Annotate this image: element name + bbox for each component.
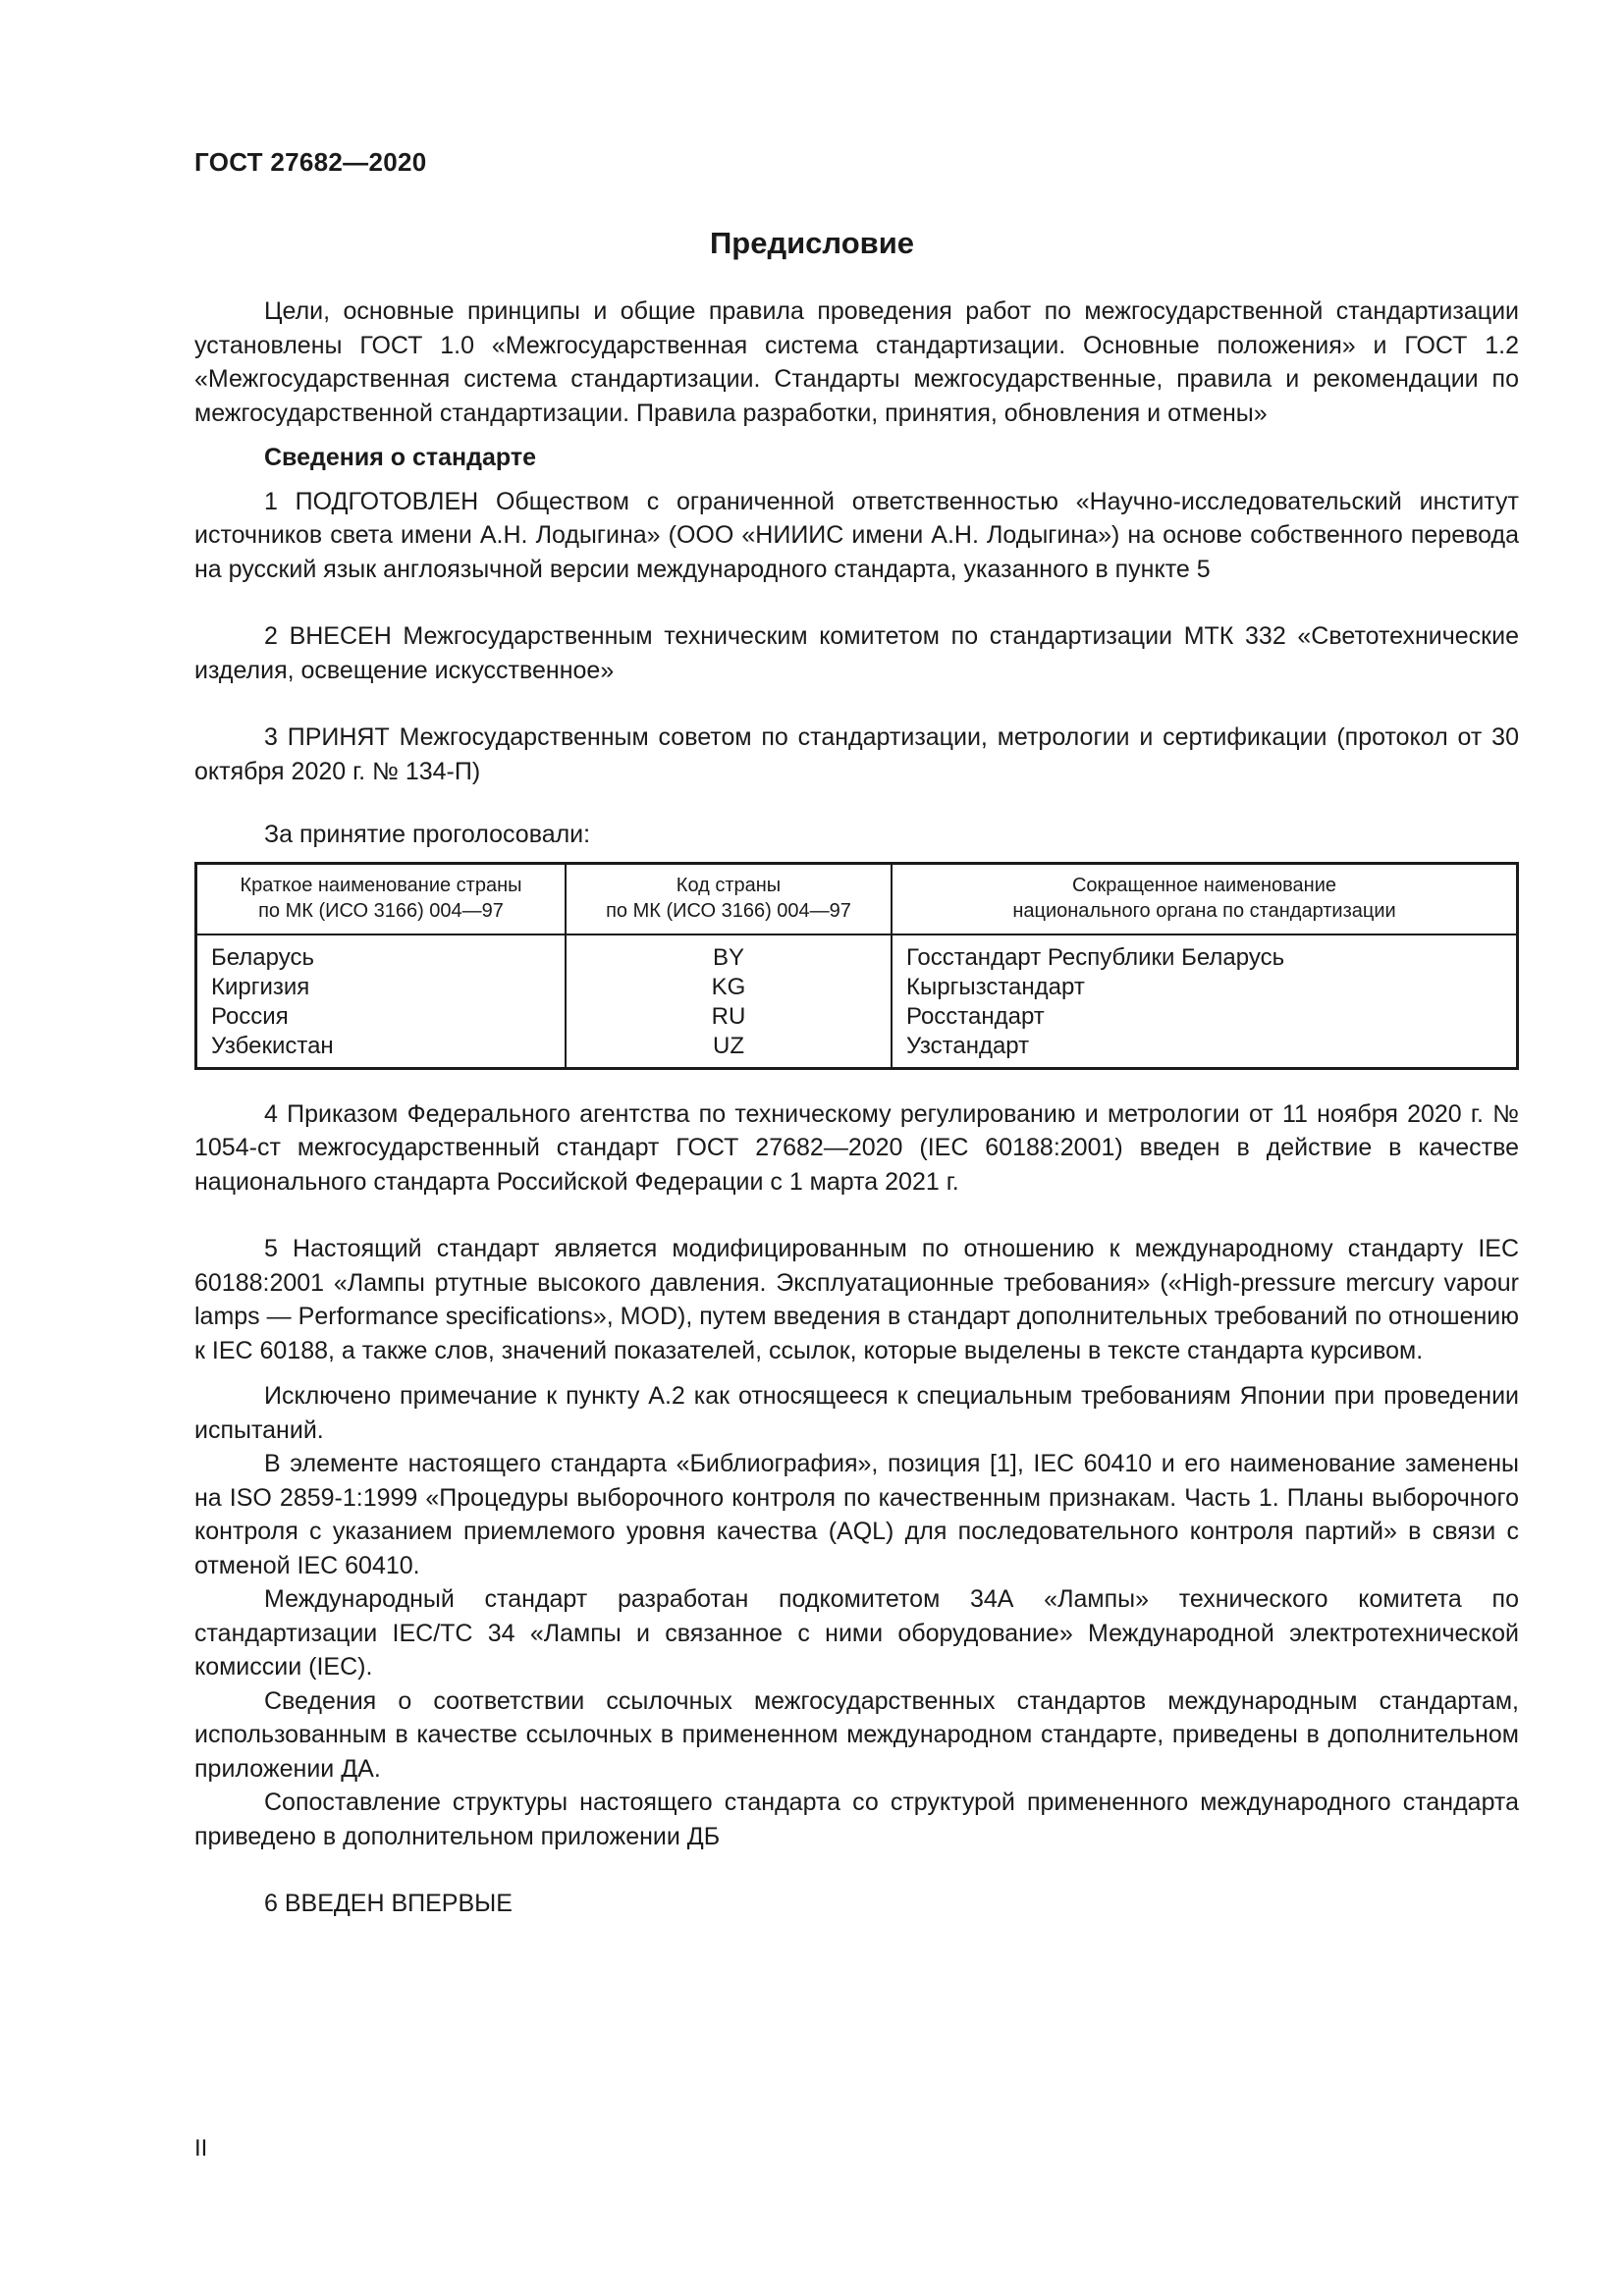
code-cell: KG: [566, 973, 892, 1002]
table-row: [196, 934, 1518, 973]
item-2-paragraph: 2 ВНЕСЕН Межгосударственным техническим комитетом по стандартизации МТК 332 «Светотехнические изделия, освещение искусственное»: [194, 622, 1519, 684]
item-5-paragraph: 5 Настоящий стандарт является модифицированным по отношению к международному стандарту IEC 60188:2001 «Лампы ртутные высокого давления. Эксплуатационные требования» («High-pressure mercury vapour lamps — Performance specifications», MOD), путем введения в стандарт дополнительных требований по отношению к IEC 60188, а также слов, значений показателей, ссылок, которые выделены в тексте стандарта курсивом.: [194, 1235, 1519, 1364]
body-cell: Госстандарт Республики Беларусь: [892, 934, 1518, 973]
document-header: ГОСТ 27682—2020: [194, 147, 427, 177]
table-row: [196, 973, 1518, 1002]
item-4-paragraph: 4 Приказом Федерального агентства по техническому регулированию и метрологии от 11 ноября 2020 г. № 1054-ст межгосударственный стандарт ГОСТ 27682—2020 (IEC 60188:2001) введен в действие в качестве национального стандарта Российской Федерации с 1 марта 2021 г.: [194, 1099, 1519, 1196]
country-cell: Узбекистан: [211, 1032, 334, 1059]
item-5-bibliography: В элементе настоящего стандарта «Библиография», позиция [1], IEC 60410 и его наименование заменены на ISO 2859-1:1999 «Процедуры выборочного контроля по качественным признакам. Часть 1. Планы выборочного контроля с указанием приемлемого уровня качества (AQL) для последовательного контроля партий» в связи с отменой IEC 60410.: [194, 1450, 1519, 1579]
item-3-paragraph: 3 ПРИНЯТ Межгосударственным советом по стандартизации, метрологии и сертификации (протокол от 30 октября 2020 г. № 134-П): [194, 723, 1519, 785]
info-heading: Сведения о стандарте: [264, 444, 537, 471]
document-body: [194, 294, 1519, 1921]
body-cell: Росстандарт: [892, 1002, 1518, 1032]
country-cell: Беларусь: [211, 943, 314, 971]
item-6-paragraph: 6 ВВЕДЕН ВПЕРВЫЕ: [264, 1890, 513, 1917]
body-cell: Кыргызстандарт: [892, 973, 1518, 1002]
header-country: Краткое наименование страны по МК (ИСО 3166) 004—97: [196, 863, 567, 934]
section-title: Предисловие: [709, 226, 914, 260]
item-5-references: Сведения о соответствии ссылочных межгосударственных стандартов международным стандартам, использованным в качестве ссылочных в примененном международном стандарте, приведены в дополнительном приложении ДА.: [194, 1686, 1519, 1783]
country-cell: Россия: [211, 1002, 289, 1030]
table-row: [196, 1032, 1518, 1069]
item-1-paragraph: 1 ПОДГОТОВЛЕН Обществом с ограниченной ответственностью «Научно-исследовательский институт источников света имени А.Н. Лодыгина» (ООО «НИИИС имени А.Н. Лодыгина») на основе собственного перевода на русский язык англоязычной версии международного стандарта, указанного в пункте 5: [194, 487, 1519, 583]
table-header-row: [196, 863, 1518, 934]
item-5-structure: Сопоставление структуры настоящего стандарта со структурой примененного международного стандарта приведено в дополнительном приложении ДБ: [194, 1789, 1519, 1850]
page-number: II: [194, 2135, 208, 2162]
vote-intro: За принятие проголосовали:: [264, 821, 591, 848]
voting-table: [194, 862, 1519, 1070]
code-cell: UZ: [566, 1032, 892, 1069]
item-5-developer: Международный стандарт разработан подкомитетом 34А «Лампы» технического комитета по стандартизации IEC/TC 34 «Лампы и связанное с ними оборудование» Международной электротехнической комиссии (IEC).: [194, 1585, 1519, 1681]
item-5-note-removed: Исключено примечание к пункту А.2 как относящееся к специальным требованиям Японии при проведении испытаний.: [194, 1382, 1519, 1444]
code-cell: RU: [566, 1002, 892, 1032]
intro-paragraph: Цели, основные принципы и общие правила проведения работ по межгосударственной стандартизации установлены ГОСТ 1.0 «Межгосударственная система стандартизации. Основные положения» и ГОСТ 1.2 «Межгосударственная система стандартизации. Стандарты межгосударственные, правила и рекомендации по межгосударственной стандартизации. Правила разработки, принятия, обновления и отмены»: [194, 297, 1519, 427]
header-body: Сокращенное наименование национального органа по стандартизации: [892, 863, 1518, 934]
body-cell: Узстандарт: [892, 1032, 1518, 1069]
table-row: [196, 1002, 1518, 1032]
code-cell: BY: [566, 934, 892, 973]
header-code: Код страны по МК (ИСО 3166) 004—97: [566, 863, 892, 934]
country-cell: Киргизия: [211, 973, 310, 1000]
